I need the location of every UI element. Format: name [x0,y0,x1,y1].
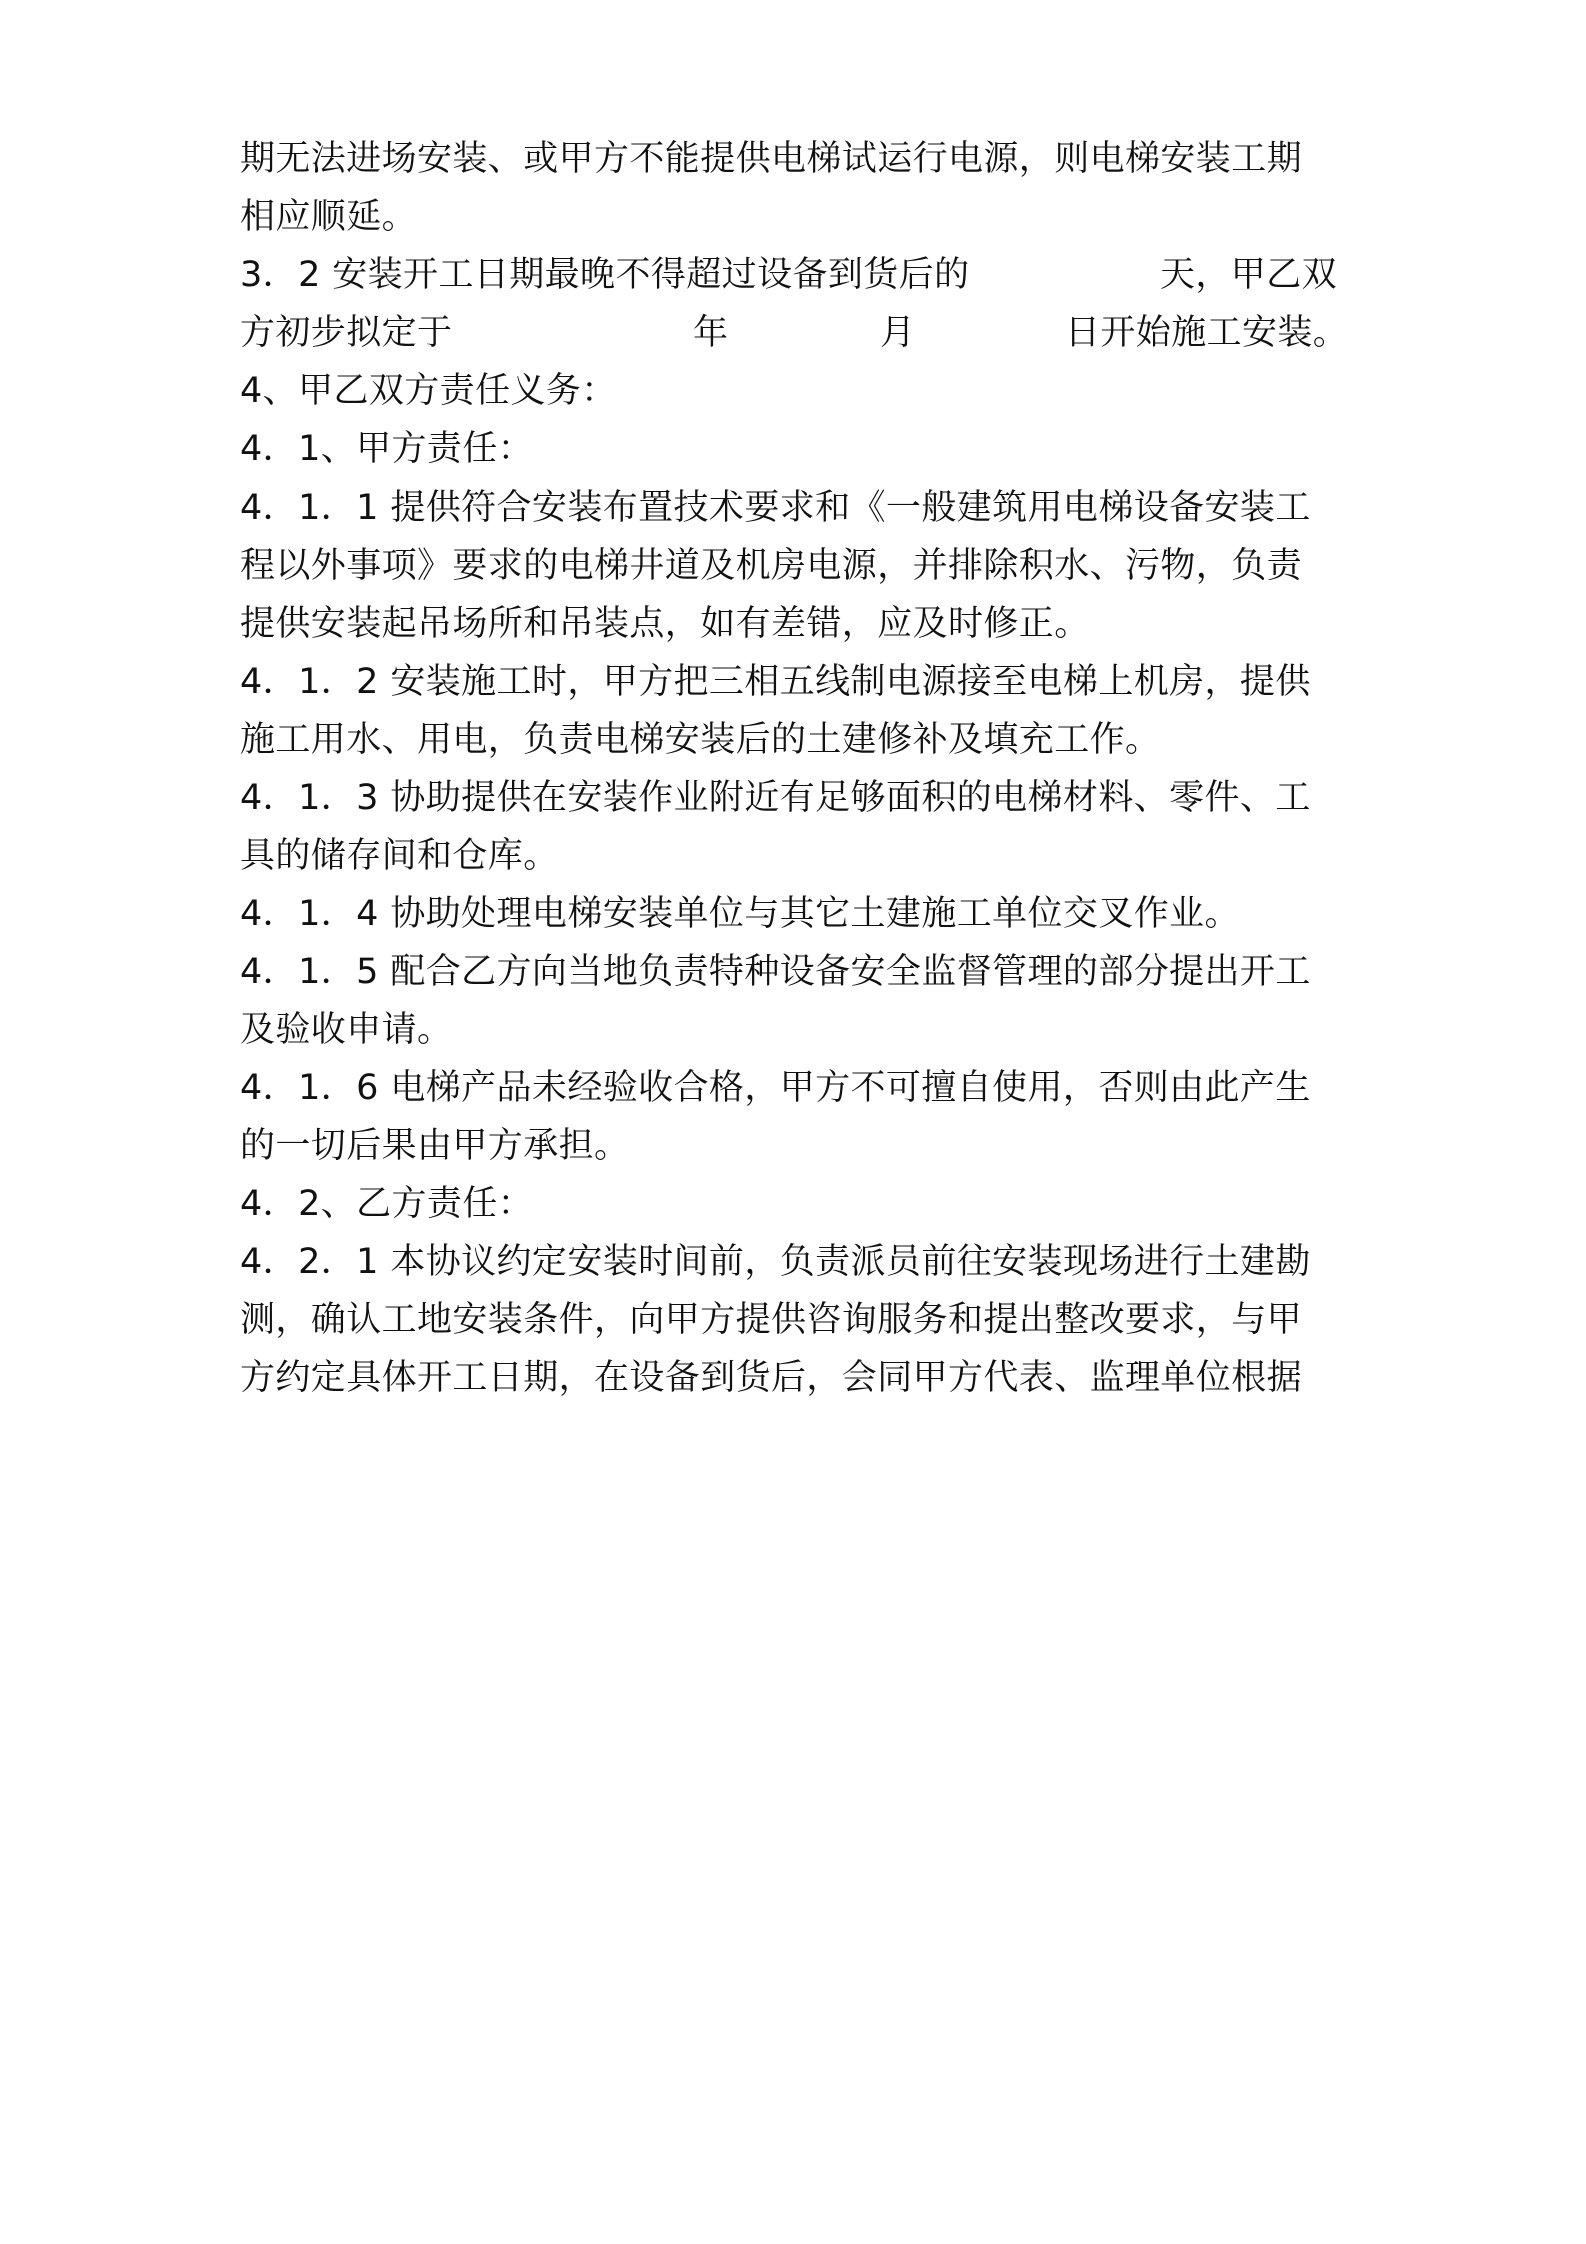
section-heading: 4、甲乙双方责任义务： [240,371,617,411]
month-label: 月 [880,313,916,353]
start-date-line [240,312,1350,354]
year-label: 年 [693,313,729,353]
text-line: 4．1．4 协助处理电梯安装单位与其它土建施工单位交叉作业。 [240,894,1240,934]
text-line: 4．1．3 协助提供在安装作业附近有足够面积的电梯材料、零件、工 [240,778,1311,818]
day-suffix: 日开始施工安装。 [1065,313,1349,353]
text-line: 的一切后果由甲方承担。 [240,1126,630,1166]
text-line: 方约定具体开工日期，在设备到货后，会同甲方代表、监理单位根据 [240,1358,1303,1398]
text-line: 及验收申请。 [240,1010,453,1050]
text-line: 测，确认工地安装条件，向甲方提供咨询服务和提出整改要求，与甲 [240,1300,1303,1340]
section-heading: 4．1、甲方责任： [240,429,534,469]
days-suffix: 天，甲乙双 [1160,255,1338,295]
text-line: 4．1．5 配合乙方向当地负责特种设备安全监督管理的部分提出开工 [240,952,1311,992]
date-line-prefix: 方初步拟定于 [240,313,453,353]
text-line: 4．2．1 本协议约定安装时间前，负责派员前往安装现场进行土建勘 [240,1242,1311,1282]
text-line: 提供安装起吊场所和吊装点，如有差错，应及时修正。 [240,604,1090,644]
clause-3-2-text: 3．2 安装开工日期最晚不得超过设备到货后的 [240,255,970,295]
text-line: 程以外事项》要求的电梯井道及机房电源，并排除积水、污物，负责 [240,546,1303,586]
text-line: 4．1．6 电梯产品未经验收合格，甲方不可擅自使用，否则由此产生 [240,1068,1311,1108]
clause-3-2-line [240,254,1350,296]
text-line: 相应顺延。 [240,197,418,237]
text-line: 具的储存间和仓库。 [240,836,559,876]
text-line: 4．1．1 提供符合安装布置技术要求和《一般建筑用电梯设备安装工 [240,488,1311,528]
text-line: 4．1．2 安装施工时，甲方把三相五线制电源接至电梯上机房，提供 [240,662,1311,702]
text-line: 施工用水、用电，负责电梯安装后的土建修补及填充工作。 [240,720,1161,760]
section-heading: 4．2、乙方责任： [240,1184,534,1224]
text-line: 期无法进场安装、或甲方不能提供电梯试运行电源，则电梯安装工期 [240,139,1303,179]
